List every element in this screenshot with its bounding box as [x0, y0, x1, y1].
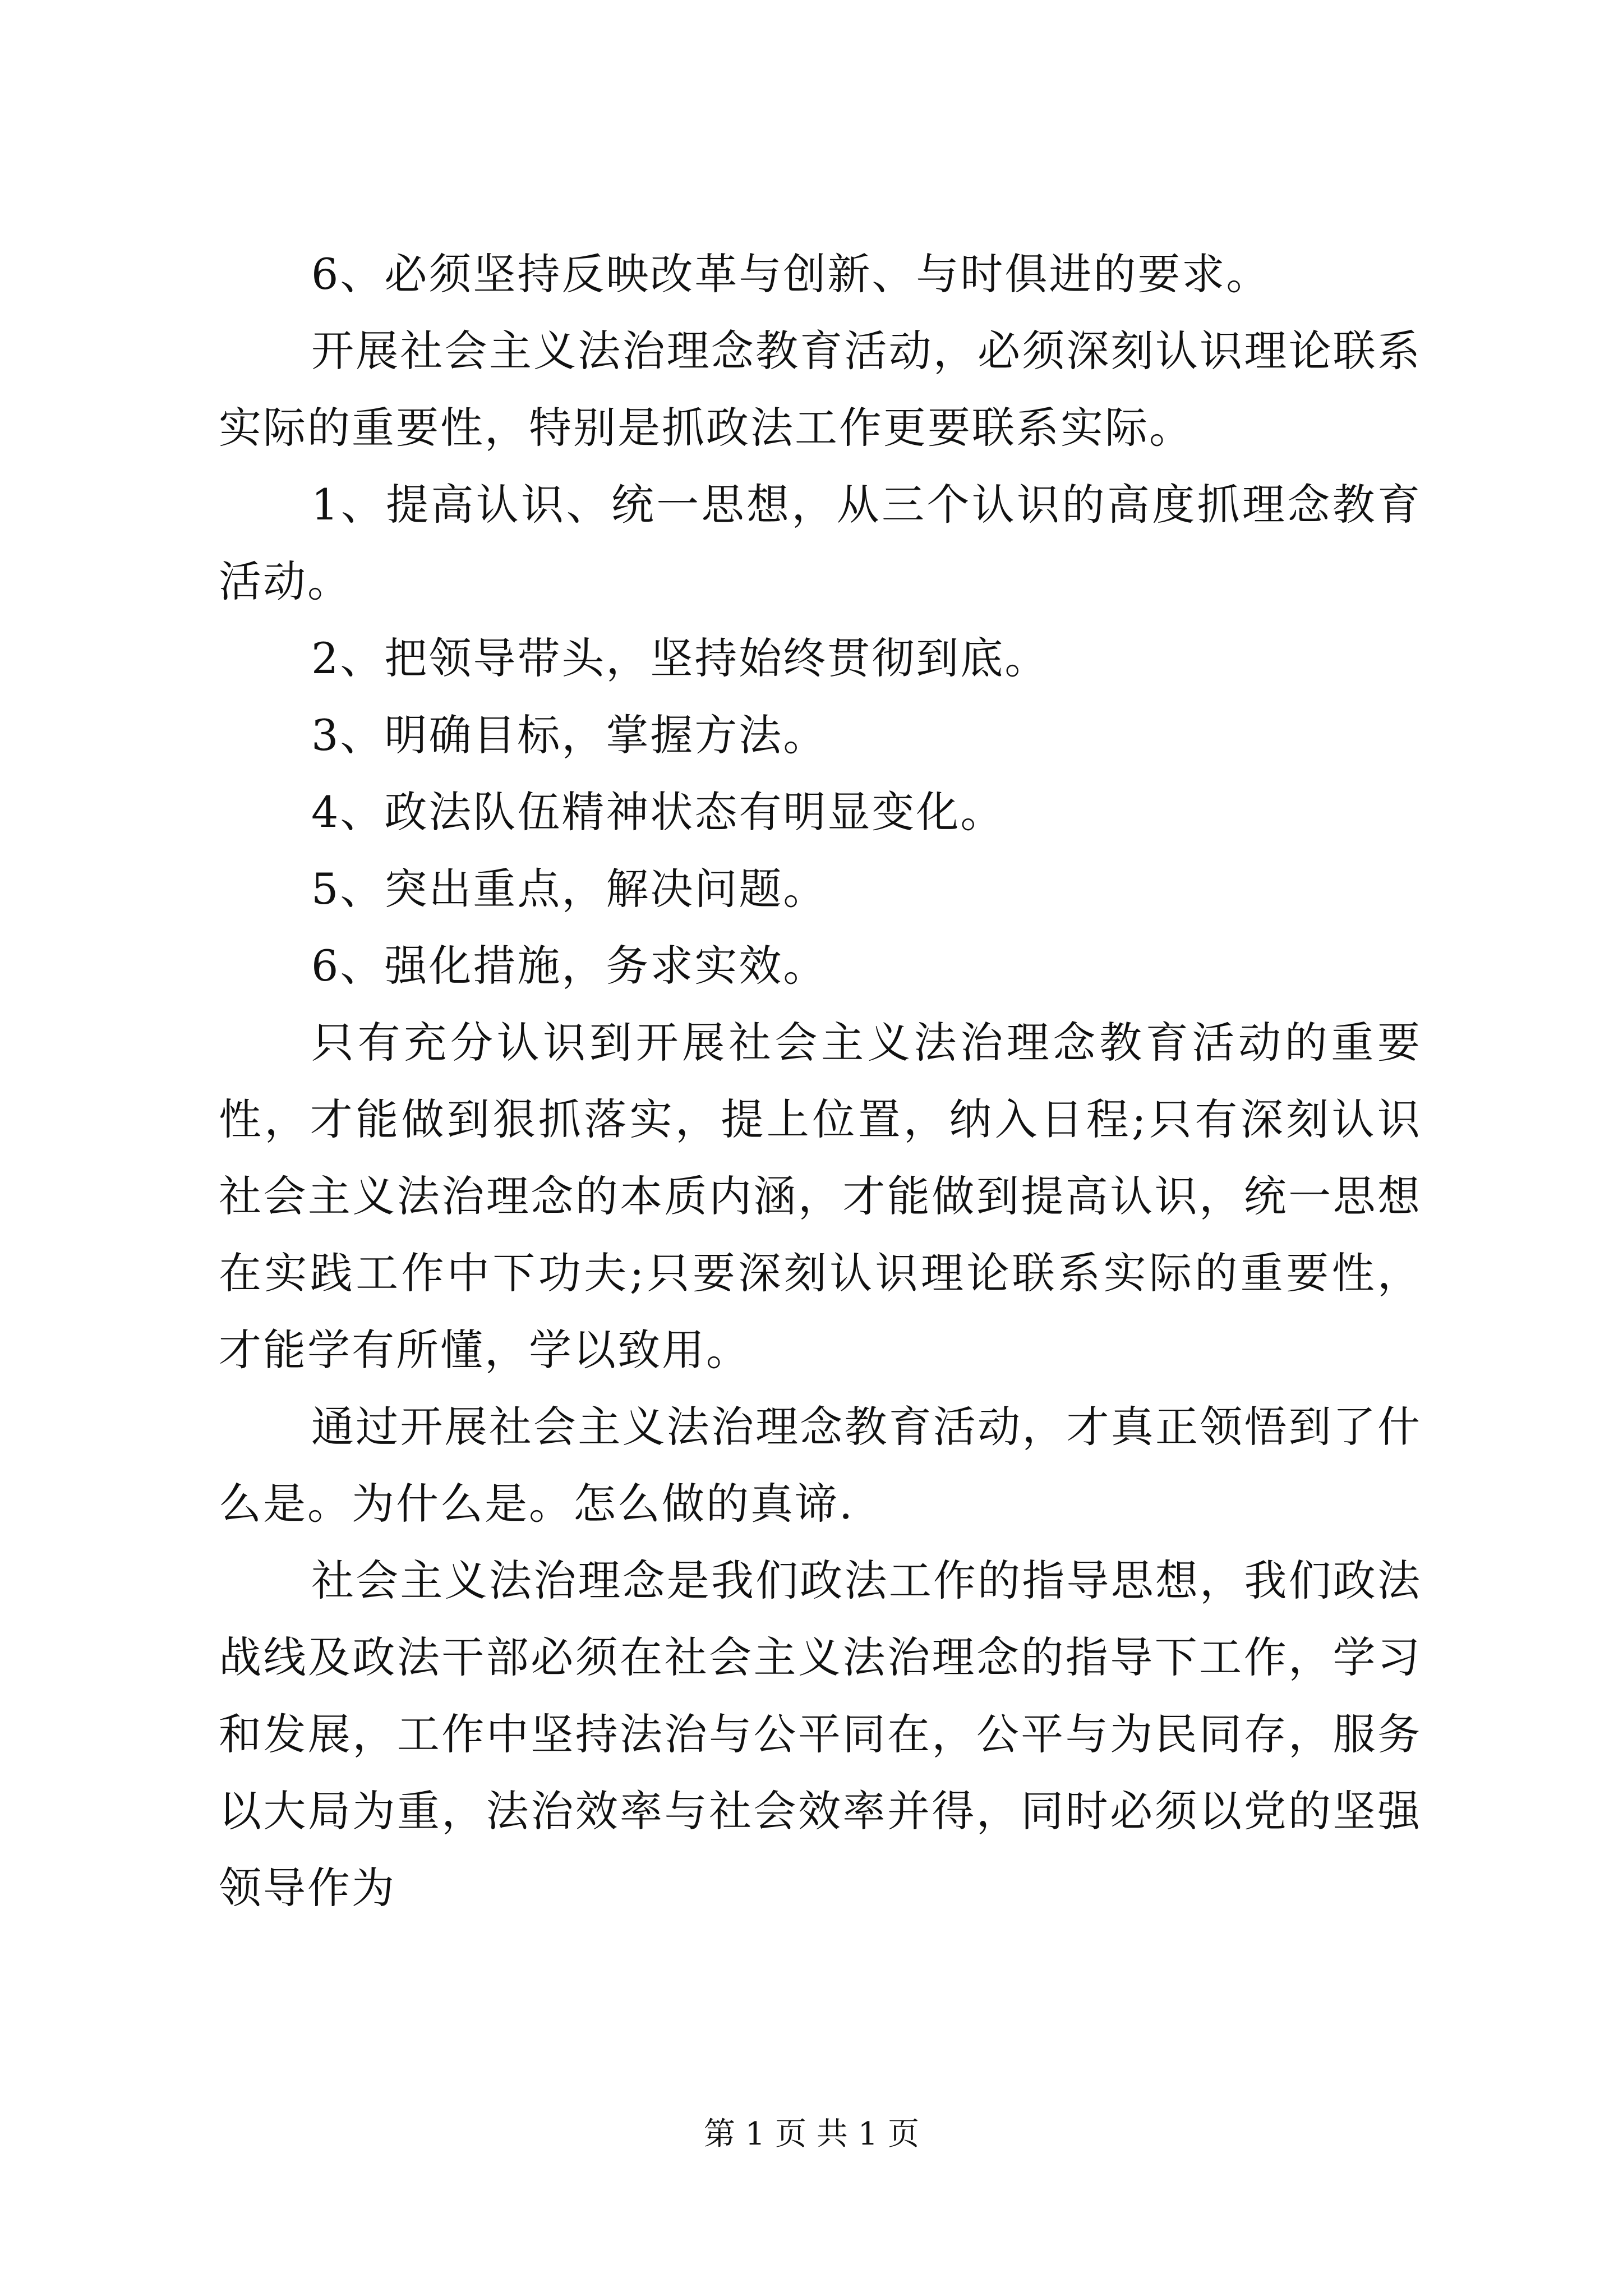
paragraph-guiding-thought: 社会主义法治理念是我们政法工作的指导思想，我们政法战线及政法干部必须在社会主义法治理念的指导下工作，学习和发展，工作中坚持法治与公平同在，公平与为民同存，服务以大局为重，法治效率与社会效率并得，同时必须以党的坚强领导作为: [219, 1556, 1422, 1913]
paragraph-theory-practice: 开展社会主义法治理念教育活动，必须深刻认识理论联系实际的重要性，特别是抓政法工作更要联系实际。: [219, 326, 1422, 453]
page-number-footer: 第 1 页 共 1 页: [703, 2116, 920, 2152]
paragraph-point-6: 6、强化措施，务求实效。: [311, 941, 828, 991]
paragraph-point-5: 5、突出重点，解决问题。: [311, 864, 828, 914]
paragraph-importance: 只有充分认识到开展社会主义法治理念教育活动的重要性，才能做到狠抓落实，提上位置，纳入日程;只有深刻认识社会主义法治理念的本质内涵，才能做到提高认识，统一思想在实践工作中下功夫;只要深刻认识理论联系实际的重要性，才能学有所懂，学以致用。: [219, 1018, 1422, 1375]
document-body: [219, 236, 1422, 1926]
paragraph-requirement-6: 6、必须坚持反映改革与创新、与时俱进的要求。: [311, 249, 1271, 299]
paragraph-understanding: 通过开展社会主义法治理念教育活动，才真正领悟到了什么是。为什么是。怎么做的真谛.: [219, 1402, 1422, 1529]
paragraph-point-1: 1、提高认识、统一思想，从三个认识的高度抓理念教育活动。: [219, 480, 1422, 606]
paragraph-point-4: 4、政法队伍精神状态有明显变化。: [311, 787, 1005, 837]
paragraph-point-3: 3、明确目标，掌握方法。: [311, 710, 828, 760]
paragraph-point-2: 2、把领导带头，坚持始终贯彻到底。: [311, 633, 1049, 683]
